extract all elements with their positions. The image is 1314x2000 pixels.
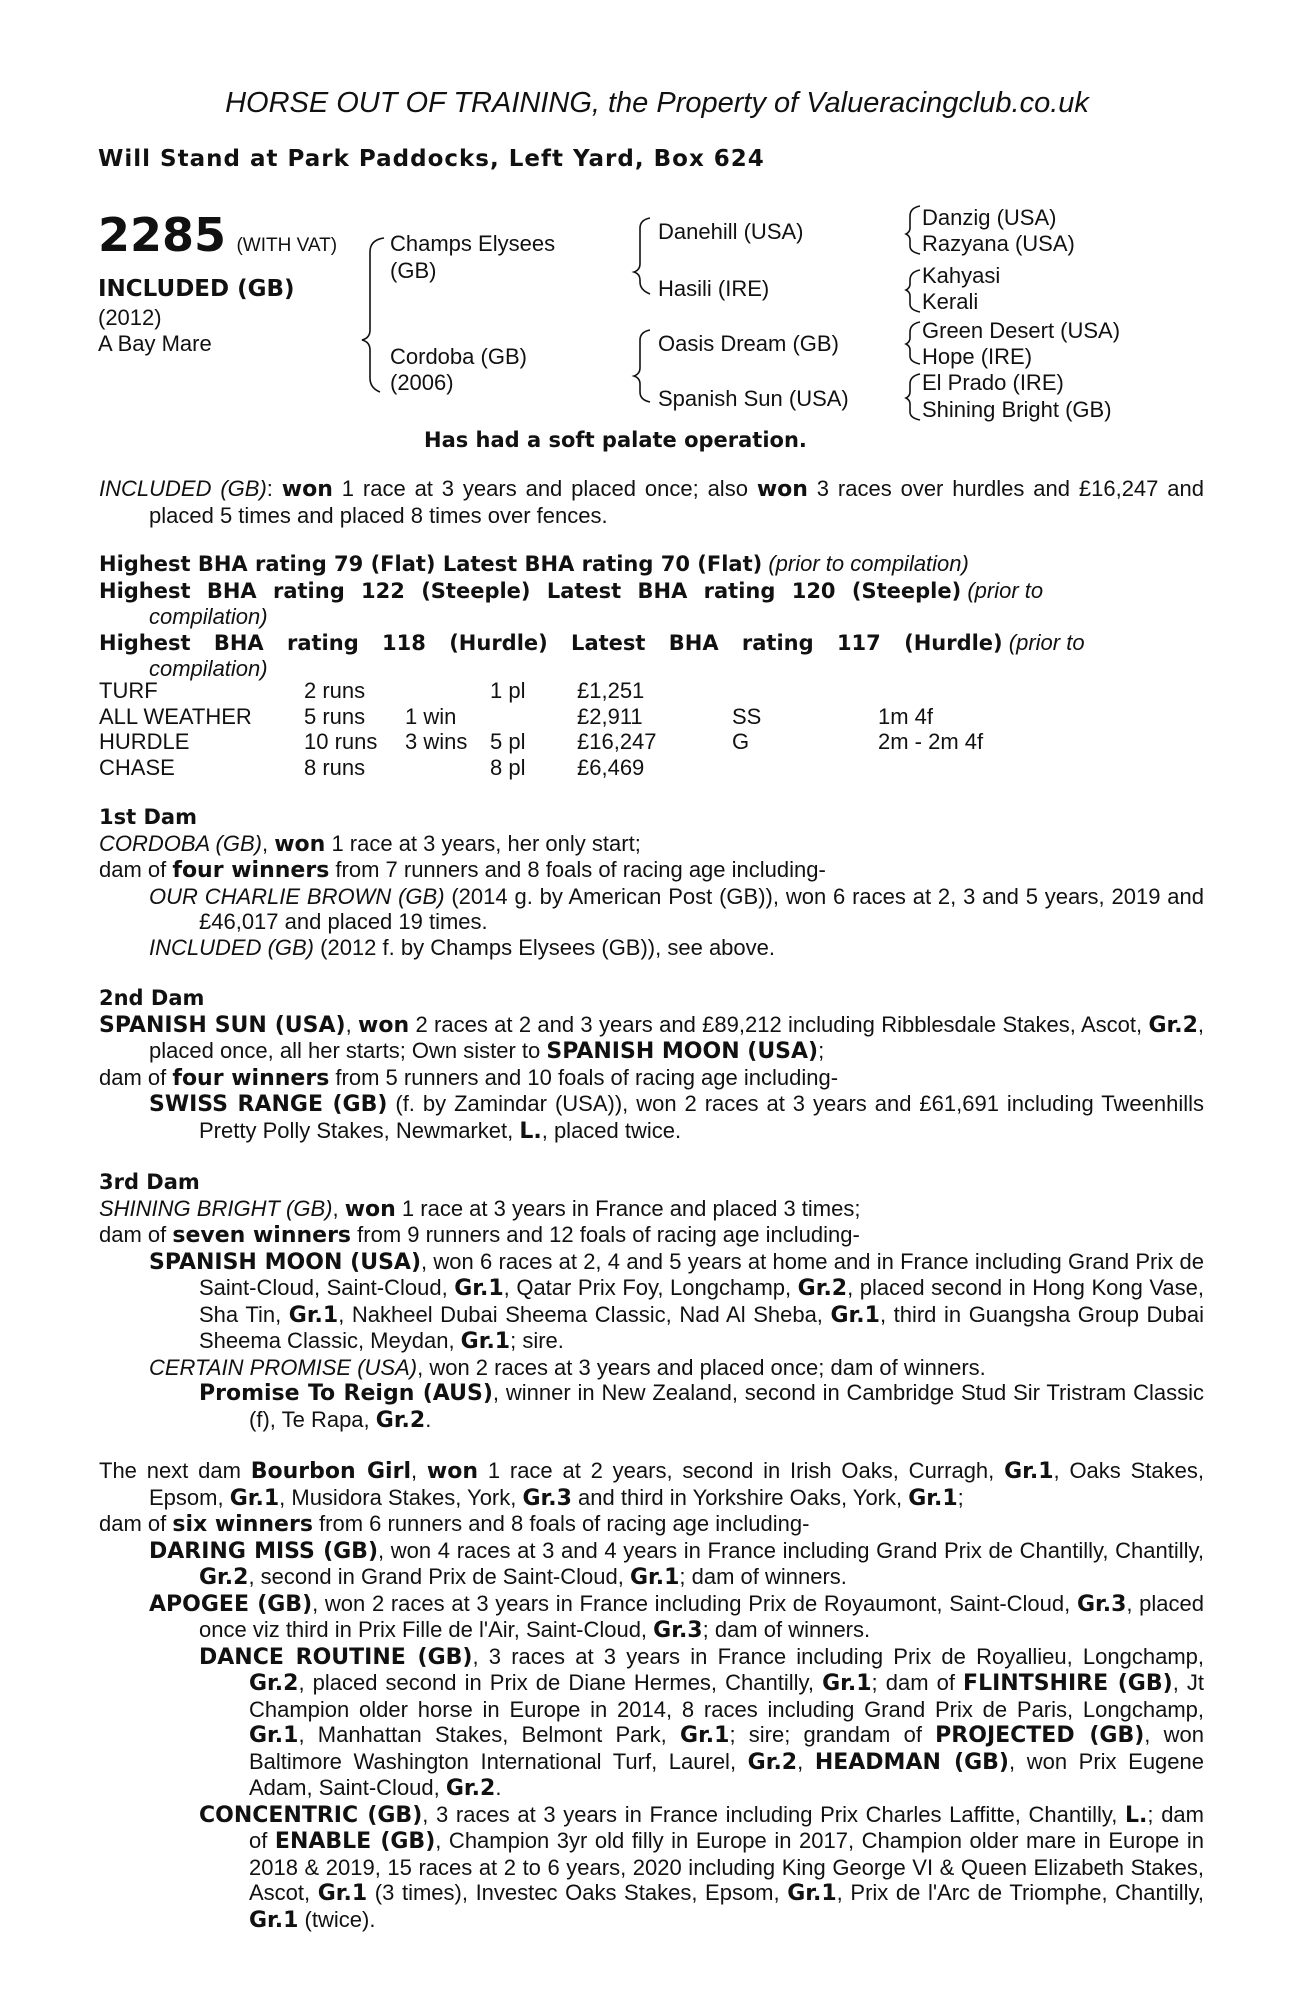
text: (2012 f. by Champs Elysees (GB)), see above. (314, 934, 775, 960)
dam-sire: Oasis Dream (GB) (658, 331, 839, 356)
dam1-produce-line (99, 857, 1204, 884)
record-going: G (732, 729, 750, 754)
next-dam-line (99, 1458, 1204, 1511)
record-money: £1,251 (577, 678, 645, 703)
text: , won 6 races at 2, 4 and 5 years at home and in France including Grand Prix de Saint-Cloud, Saint-Cloud, (199, 1248, 1205, 1300)
family-sections (99, 804, 1204, 1933)
section-heading: 1st Dam (99, 805, 197, 829)
rating-text: Highest BHA rating 118 (Hurdle) Latest BHA rating 117 (Hurdle) (99, 630, 1003, 655)
text: , placed once viz third in Prix Fille de l'Air, Saint-Cloud, (199, 1590, 1204, 1642)
winners-count: four winners (172, 1065, 330, 1091)
pedigree-braces (0, 0, 1314, 450)
text: from 6 runners and 8 foals of racing age including- (312, 1511, 810, 1536)
record-runs: 8 runs (304, 754, 366, 780)
record-wins (405, 755, 490, 781)
grade: Gr.1 (454, 1276, 504, 1301)
text: from 7 runners and 8 foals of racing age including- (329, 857, 826, 882)
horse-name: CERTAIN PROMISE (USA) (149, 1354, 418, 1380)
won-label: won (426, 1459, 479, 1484)
text: , second in Grand Prix de Saint-Cloud, (248, 1564, 630, 1589)
grade: Gr.1 (822, 1671, 872, 1696)
text: dam of (99, 1064, 173, 1090)
soft-palate-note: Has had a soft palate operation. (424, 428, 807, 452)
dam-name: Cordoba (GB) (390, 344, 527, 369)
grade: Gr.3 (653, 1618, 703, 1643)
text: ; (957, 1484, 964, 1510)
ds-sire: Green Desert (USA) (922, 318, 1121, 343)
text: , placed second in Hong Kong Vase, Sha Tin, (199, 1275, 1204, 1327)
summary-paragraph (99, 476, 1204, 528)
dd-sire: El Prado (IRE) (922, 370, 1064, 395)
next-dam-grandfoal (99, 1644, 1204, 1802)
brace-dd (906, 374, 920, 420)
record-type: CHASE (99, 754, 175, 780)
text: from 9 runners and 12 foals of racing age including- (351, 1222, 860, 1247)
text: , won Baltimore Washington International Turf, Laurel, (249, 1722, 1204, 1774)
rating-note: (prior to (1008, 629, 1085, 655)
grade: Gr.2 (747, 1749, 798, 1775)
lot-year: (2012) (98, 305, 162, 330)
grade: Gr.2 (797, 1276, 848, 1301)
text: dam of (99, 857, 173, 882)
text: , (797, 1748, 815, 1774)
record-type: ALL WEATHER (99, 703, 252, 729)
summary-horse-name: INCLUDED (GB) (99, 476, 267, 501)
sire-country: (GB) (390, 258, 437, 283)
text: , Nakheel Dubai Sheema Classic, Nad Al Sheba, (338, 1301, 831, 1327)
grade: Gr.2 (249, 1671, 299, 1696)
horse-name: INCLUDED (GB) (149, 934, 315, 960)
text: , Champion 3yr old filly in Europe in 2017, Champion older mare in Europe in 2018 & 2019, 15 races at 2 to 6 years, 2020 including King George VI & Queen Elizabeth Stakes, Ascot, (249, 1828, 1204, 1905)
text: ; sire; grandam of (729, 1722, 936, 1747)
record-distance: 1m 4f (878, 703, 934, 729)
dam3-line: SHINING BRIGHT (GB), won 1 race at 3 years in France and placed 3 times; (99, 1195, 861, 1222)
text: 1 race at 3 years in France and placed 3 times; (395, 1195, 861, 1221)
text: , third in Guangsha Group Dubai Sheema Classic, Meydan, (199, 1301, 1204, 1353)
next-dam-foal (99, 1591, 1204, 1644)
text: . (425, 1406, 432, 1432)
horse-name: SPANISH MOON (USA) (546, 1039, 819, 1064)
record-runs: 2 runs (304, 678, 366, 703)
lot-horse-name: INCLUDED (GB) (98, 276, 295, 302)
horse-name: SHINING BRIGHT (GB) (99, 1195, 333, 1221)
horse-name: Promise To Reign (AUS) (199, 1381, 493, 1406)
dam2-heading (99, 985, 1204, 1012)
text: from 5 runners and 10 foals of racing age including- (329, 1064, 839, 1090)
next-dam-produce-line (99, 1511, 1204, 1538)
dam3-grandfoal (99, 1380, 1204, 1433)
rating-text: Highest BHA rating 122 (Steeple) Latest BHA rating 120 (Steeple) (99, 578, 962, 603)
text: and third in Yorkshire Oaks, York, (571, 1484, 909, 1510)
text: , won 2 races at 3 years and placed once; dam of winners. (417, 1354, 986, 1380)
horse-name: CONCENTRIC (GB) (199, 1802, 423, 1828)
record-placed: 1 pl (490, 678, 526, 703)
grade: Gr.2 (375, 1407, 426, 1433)
race-record-table (99, 678, 1018, 780)
record-going (732, 755, 878, 781)
dam3-foal (99, 1249, 1204, 1355)
stand-location: Will Stand at Park Paddocks, Left Yard, Box 624 (98, 146, 765, 172)
brace-ss (906, 206, 920, 254)
sire-sire: Danehill (USA) (658, 219, 804, 244)
grade: Gr.1 (787, 1881, 837, 1906)
horse-name: FLINTSHIRE (GB) (963, 1671, 1173, 1696)
record-money: £2,911 (577, 703, 643, 729)
sire-name: Champs Elysees (390, 231, 556, 256)
dam3-produce-line (99, 1222, 1204, 1249)
text: ; sire. (510, 1328, 564, 1353)
text: (twice). (298, 1906, 376, 1932)
record-row (99, 678, 1018, 704)
horse-name: APOGEE (GB) (149, 1591, 313, 1617)
text: , won 2 races at 3 years in France including Prix de Royaumont, Saint-Cloud, (312, 1590, 1077, 1616)
section-heading: 2nd Dam (99, 986, 205, 1010)
dam3-heading (99, 1169, 1204, 1196)
grade: Gr.3 (1076, 1591, 1127, 1617)
section-heading: 3rd Dam (99, 1170, 200, 1194)
record-placed (490, 704, 577, 730)
horse-name: DARING MISS (GB) (149, 1538, 379, 1564)
record-row (99, 755, 1018, 781)
text: ; dam of (871, 1670, 964, 1695)
brace-dam (634, 330, 650, 402)
text: ; dam of winners. (702, 1617, 871, 1642)
text: 2 races at 2 and 3 years and £89,212 including Ribblesdale Stakes, Ascot, (409, 1011, 1149, 1037)
text: , won 4 races at 3 and 4 years in France including Grand Prix de Chantilly, Chantilly, (378, 1537, 1204, 1563)
race-summary (99, 476, 1204, 528)
ds-dam: Hope (IRE) (922, 344, 1033, 369)
brace-ds (906, 322, 920, 364)
horse-name: SWISS RANGE (GB) (149, 1092, 388, 1117)
text: ; dam of winners. (679, 1564, 847, 1589)
text: , Musidora Stakes, York, (279, 1484, 523, 1510)
horse-name: SPANISH MOON (USA) (149, 1249, 422, 1275)
text: . (495, 1775, 502, 1800)
text: , Prix de l'Arc de Triomphe, Chantilly, (836, 1880, 1205, 1905)
record-money: £16,247 (577, 729, 657, 754)
won-label: won (344, 1196, 396, 1222)
summary-colon: : (266, 476, 273, 501)
grade: Gr.1 (317, 1881, 368, 1906)
grade: Gr.2 (1148, 1012, 1198, 1038)
dam-dam: Spanish Sun (USA) (658, 386, 849, 411)
dam1-heading (99, 804, 1204, 831)
record-placed: 5 pl (490, 729, 526, 754)
winners-count: seven winners (172, 1223, 352, 1248)
next-dam-foal (99, 1538, 1204, 1591)
grade: Gr.1 (1004, 1459, 1054, 1484)
rating-flat (99, 551, 1204, 578)
text: , won Prix Eugene Adam, Saint-Cloud, (249, 1748, 1205, 1800)
sire-dam: Hasili (IRE) (658, 276, 770, 301)
horse-name: HEADMAN (GB) (814, 1749, 1009, 1775)
record-going (732, 678, 878, 704)
text: 1 race at 3 years, her only start; (325, 830, 641, 856)
summary-text: 1 race at 3 years and placed once; also (332, 476, 757, 501)
record-money: £6,469 (577, 754, 645, 780)
won-label: won (274, 831, 326, 857)
record-wins: 3 wins (405, 729, 468, 754)
horse-name: ENABLE (GB) (274, 1829, 436, 1854)
dam1-foal (99, 935, 1204, 961)
grade: Gr.3 (522, 1485, 572, 1511)
horse-name: CORDOBA (GB) (99, 830, 262, 856)
text: (3 times), Investec Oaks Stakes, Epsom, (367, 1880, 788, 1905)
text: , Oaks Stakes, Epsom, (149, 1458, 1204, 1510)
text: , placed second in Prix de Diane Hermes, Chantilly, (298, 1670, 823, 1695)
horse-name: PROJECTED (GB) (935, 1723, 1145, 1748)
grade: L. (519, 1118, 542, 1144)
grade: L. (1125, 1802, 1148, 1828)
ss-sire: Danzig (USA) (922, 205, 1057, 230)
record-row (99, 704, 1018, 730)
dam2-foal (99, 1091, 1204, 1144)
text: , 3 races at 3 years in France including Prix de Royallieu, Longchamp, (472, 1643, 1204, 1669)
text: , placed once, all her starts; Own sister to (149, 1011, 1204, 1063)
rating-note: (prior to (967, 577, 1044, 603)
text: dam of (99, 1222, 173, 1247)
summary-text: 3 races over hurdles and £16,247 and placed 5 times and placed 8 times over fences. (149, 476, 1204, 528)
next-dam-grandfoal (99, 1802, 1204, 1934)
grade: Gr.1 (830, 1302, 880, 1328)
spacer (99, 1144, 1204, 1169)
text: , Manhattan Stakes, Belmont Park, (298, 1722, 681, 1747)
record-row (99, 729, 1018, 755)
grade: Gr.2 (445, 1776, 496, 1801)
text: (f. by Zamindar (USA)), won 2 races at 3 years and £61,691 including Tweenhills Pretty Polly Stakes, Newmarket, (199, 1091, 1204, 1143)
grade: Gr.1 (229, 1485, 280, 1511)
grade: Gr.1 (908, 1485, 958, 1511)
text: dam of (99, 1511, 173, 1536)
text: , 3 races at 3 years in France including Prix Charles Laffitte, Chantilly, (422, 1801, 1126, 1827)
dd-dam: Shining Bright (GB) (922, 397, 1112, 422)
text: , Qatar Prix Foy, Longchamp, (503, 1275, 798, 1300)
record-distance: 2m - 2m 4f (878, 729, 984, 754)
grade: Gr.1 (680, 1723, 730, 1748)
summary-won: won (756, 477, 808, 502)
rating-note: (prior to compilation) (768, 551, 969, 576)
dam3-foal (99, 1355, 1204, 1381)
record-type: HURDLE (99, 729, 190, 754)
page-header: HORSE OUT OF TRAINING, the Property of Valueracingclub.co.uk (225, 87, 1089, 119)
record-placed: 8 pl (490, 754, 526, 780)
text: , placed twice. (541, 1117, 682, 1143)
grade: Gr.1 (460, 1329, 511, 1354)
brace-sire (634, 218, 650, 294)
horse-name: OUR CHARLIE BROWN (GB) (149, 883, 445, 909)
text: The next dam (99, 1458, 251, 1483)
text: ; dam of (249, 1801, 1204, 1853)
record-distance (878, 755, 1018, 781)
dam1-line: CORDOBA (GB), won 1 race at 3 years, her only start; (99, 830, 641, 857)
dam2-produce-line (99, 1065, 1204, 1092)
sd-dam: Kerali (922, 289, 979, 314)
rating-text: Highest BHA rating 79 (Flat) Latest BHA rating 70 (Flat) (99, 552, 763, 576)
sd-sire: Kahyasi (922, 263, 1001, 288)
ss-dam: Razyana (USA) (922, 231, 1075, 256)
rating-note: compilation) (149, 656, 268, 681)
record-runs: 10 runs (304, 729, 378, 754)
spacer (99, 1433, 1204, 1458)
spacer (99, 960, 1204, 985)
rating-hurdle (99, 630, 1204, 682)
grade: Gr.1 (249, 1723, 299, 1748)
horse-name: DANCE ROUTINE (GB) (199, 1644, 473, 1670)
text: (2014 g. by American Post (GB)), won 6 races at 2, 3 and 5 years, 2019 and £46,017 and placed 19 times. (199, 883, 1204, 934)
dam1-foal (99, 884, 1204, 935)
horse-name: Bourbon Girl (250, 1459, 411, 1484)
text: , (410, 1458, 427, 1483)
record-runs: 5 runs (304, 703, 366, 729)
dam-year: (2006) (390, 370, 454, 395)
ratings-block (99, 551, 1204, 682)
rating-steeple (99, 578, 1204, 630)
grade: Gr.1 (249, 1907, 299, 1933)
grade: Gr.1 (288, 1302, 339, 1328)
winners-count: four winners (172, 858, 330, 883)
brace-sire-dam (362, 238, 384, 392)
record-going: SS (732, 703, 762, 729)
lot-description: A Bay Mare (98, 331, 212, 356)
text: , winner in New Zealand, second in Cambridge Stud Sir Tristram Classic (f), Te Rapa, (249, 1380, 1204, 1432)
dam2-line: SPANISH SUN (USA), won 2 races at 2 and 3 years and £89,212 including Ribblesdale Stakes, Ascot, Gr.2, placed once, all her starts; Own sister to SPANISH MOON (USA); (99, 1011, 1204, 1064)
text: , Jt Champion older horse in Europe in 2014, 8 races including Grand Prix de Paris, Longchamp, (249, 1670, 1205, 1722)
winners-count: six winners (172, 1512, 313, 1537)
vat-note: (WITH VAT) (236, 235, 338, 256)
grade: Gr.1 (629, 1565, 680, 1590)
summary-won: won (281, 477, 333, 502)
record-wins (405, 678, 490, 704)
brace-sd (906, 270, 920, 312)
record-type: TURF (99, 678, 158, 703)
won-label: won (358, 1012, 410, 1038)
record-wins: 1 win (405, 703, 457, 729)
grade: Gr.2 (199, 1565, 249, 1590)
text: ; (818, 1038, 825, 1063)
rating-note: compilation) (149, 604, 268, 629)
text: 1 race at 2 years, second in Irish Oaks, Curragh, (478, 1458, 1005, 1483)
lot-number: 2285 (98, 208, 227, 262)
race-record (99, 678, 1018, 780)
horse-name: SPANISH SUN (USA) (99, 1012, 346, 1038)
record-distance (878, 678, 1018, 704)
